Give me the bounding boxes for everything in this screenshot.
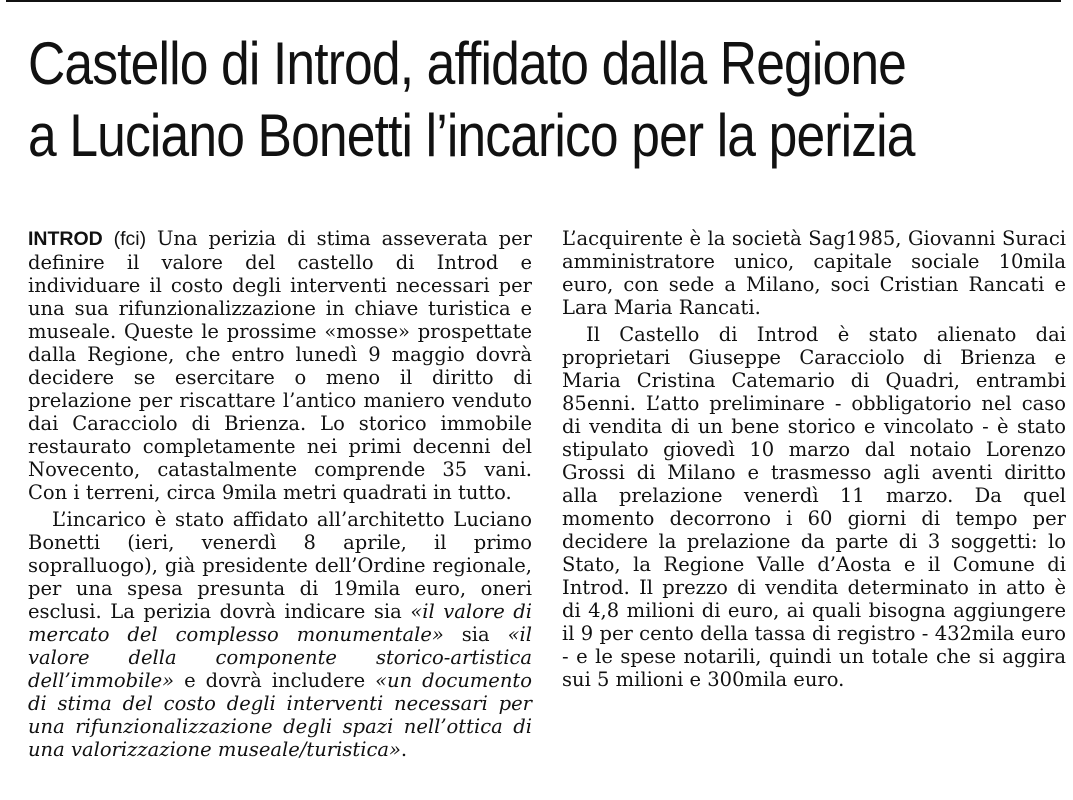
byline: (fci) bbox=[113, 228, 147, 250]
paragraph-2 bbox=[28, 508, 532, 761]
quote-2: «il valore della componente storico-artistica dell’immobile» bbox=[28, 623, 533, 692]
paragraph-4: Il Castello di Introd è stato alienato dai proprietari Giuseppe Caracciolo di Brienza e Maria Cristina Catemario di Quadri, entrambi 85enni. L’atto preliminare - obbligatorio nel caso di vendita di un bene storico e vincolato - è stato stipulato giovedì 10 marzo dal notaio Lorenzo Grossi di Milano e trasmesso agli aventi diritto alla prelazione venerdì 11 marzo. Da quel momento decorrono i 60 giorni di tempo per decidere la prelazione da parte di 3 soggetti: lo Stato, la Regione Valle d’Aosta e il Comune di Introd. Il prezzo di vendita determinato in atto è di 4,8 milioni di euro, ai quali bisogna aggiungere il 9 per cento della tassa di registro - 432mila euro - e le spese notarili, quindi un totale che si aggira sui 5 milioni e 300mila euro. bbox=[562, 323, 1066, 691]
article-column-2 bbox=[562, 227, 1066, 691]
paragraph-1-text: Una perizia di stima asseverata per definire il valore del castello di Introd e individuare il costo degli interventi necessari per una sua rifunzionalizzazione in chiave turistica e museale. Queste le prossime «mosse» prospettate dalla Regione, che entro lunedì 9 maggio dovrà decidere se esercitare o meno il diritto di prelazione per riscattare l’antico maniero venduto dai Caracciolo di Brienza. Lo storico immobile restaurato completamente nei primi decenni del Novecento, catastalmente comprende 35 vani. Con i terreni, circa 9mila metri quadrati in tutto. bbox=[28, 227, 532, 504]
quote-1: «il valore di mercato del complesso monumentale» bbox=[28, 600, 533, 646]
headline bbox=[28, 28, 922, 172]
paragraph-2-end: . bbox=[400, 738, 408, 761]
paragraph-3: L’acquirente è la società Sag1985, Giovanni Suraci amministratore unico, capitale sociale 10mila euro, con sede a Milano, soci Cristian Rancati e Lara Maria Rancati. bbox=[562, 227, 1066, 319]
headline-line-1: Castello di Introd, affidato dalla Regione bbox=[28, 30, 906, 97]
kicker: INTROD bbox=[28, 228, 103, 250]
article-column-1 bbox=[28, 227, 532, 761]
headline-line-2: a Luciano Bonetti l’incarico per la perizia bbox=[28, 102, 915, 169]
paragraph-2-text-c: e dovrà includere bbox=[184, 669, 366, 692]
quote-3: «un documento di stima del costo degli interventi necessari per una rifunzionalizzazione degli spazi nell’ottica di una valorizzazione museale/turistica» bbox=[28, 669, 532, 761]
paragraph-1 bbox=[28, 227, 532, 504]
paragraph-2-text-b: sia bbox=[461, 623, 490, 646]
paragraph-2-text-a: L’incarico è stato affidato all’architetto Luciano Bonetti (ieri, venerdì 8 aprile, il primo sopralluogo), già presidente dell’Ordine regionale, per una spesa presunta di 19mila euro, oneri esclusi. La perizia dovrà indicare sia bbox=[28, 508, 532, 623]
top-rule bbox=[6, 0, 1061, 2]
